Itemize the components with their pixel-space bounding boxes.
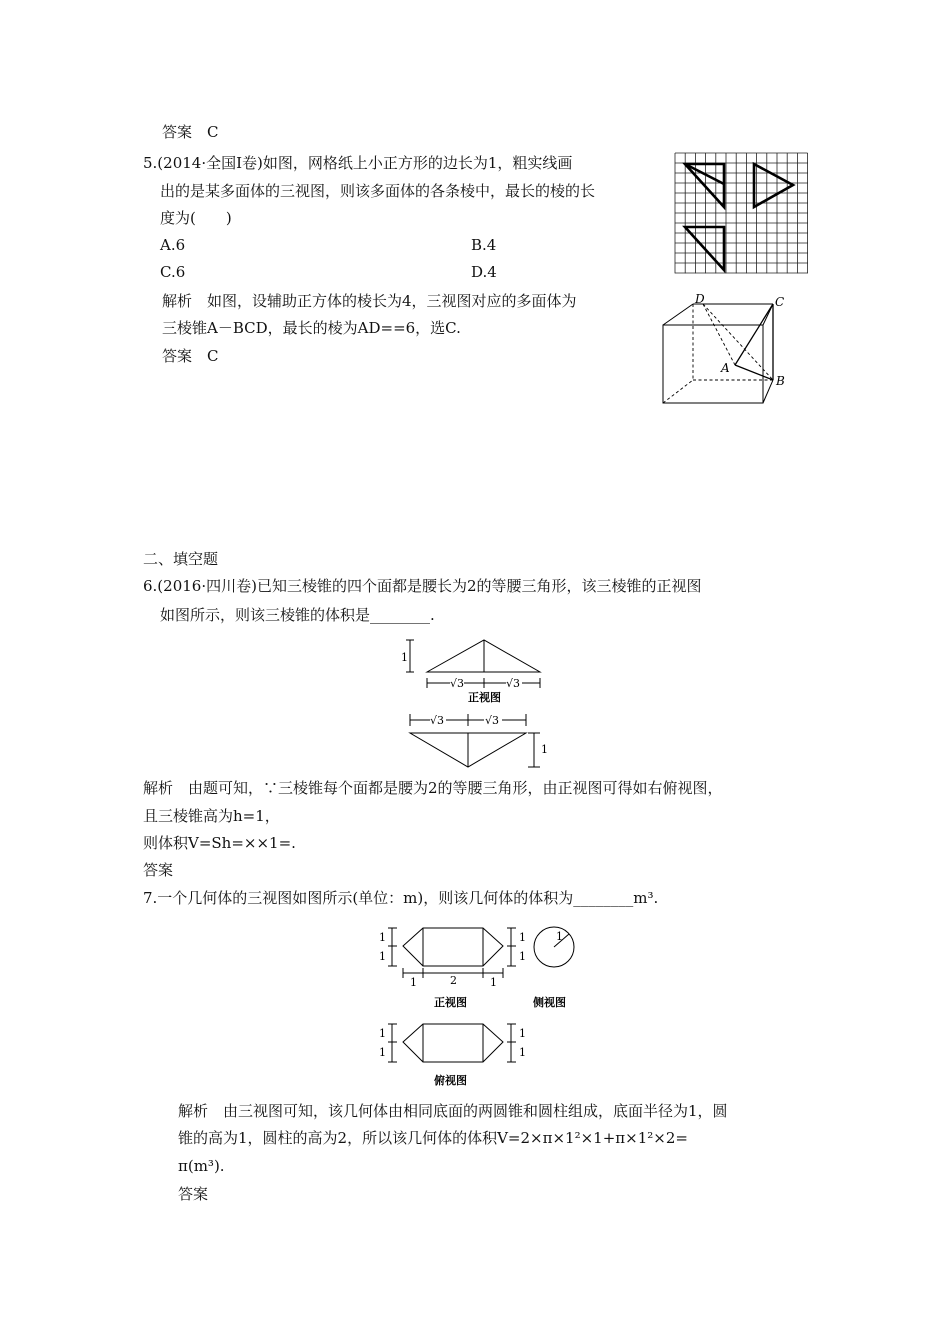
q7-answer: 答案 bbox=[178, 1185, 209, 1203]
q7-front-dim-bottom-right: 1 bbox=[490, 976, 497, 989]
q4-answer: 答案 C bbox=[162, 123, 219, 141]
q7-stem: 7.一个几何体的三视图如图所示(单位：m)，则该几何体的体积为________m³. bbox=[143, 889, 659, 907]
q5-option-a: A.6 bbox=[160, 236, 186, 254]
q7-analysis-line2: 锥的高为1，圆柱的高为2，所以该几何体的体积V=2×π×1²×1+π×1²×2= bbox=[178, 1129, 688, 1147]
q6-top-width-left-label: √3 bbox=[430, 714, 445, 727]
q7-front-dim-bottom-middle: 2 bbox=[450, 974, 457, 987]
q7-top-dim-left-bottom: 1 bbox=[379, 1046, 386, 1059]
q7-front-dim-right-top: 1 bbox=[519, 931, 526, 944]
q7-analysis-line1: 解析 由三视图可知，该几何体由相同底面的两圆锥和圆柱组成，底面半径为1，圆 bbox=[178, 1102, 728, 1120]
q5-top-view-triangle bbox=[685, 227, 724, 270]
q6-stem-line2: 如图所示，则该三棱锥的体积是________. bbox=[160, 606, 435, 624]
q7-front-view-caption: 正视图 bbox=[434, 996, 467, 1009]
q6-analysis-line3: 则体积V=Sh=××1=. bbox=[143, 834, 296, 852]
q5-stem-line1: 5.(2014·全国Ⅰ卷)如图，网格纸上小正方形的边长为1，粗实线画 bbox=[143, 154, 573, 172]
section-title: 二、填空题 bbox=[143, 550, 219, 568]
q6-analysis-line2: 且三棱锥高为h=1， bbox=[143, 807, 280, 825]
q6-front-height-label: 1 bbox=[401, 651, 408, 664]
q5-three-view-grid-figure bbox=[674, 152, 808, 274]
q7-top-dim-left-top: 1 bbox=[379, 1027, 386, 1040]
q7-front-dim-left-bottom: 1 bbox=[379, 950, 386, 963]
q7-side-radius-label: 1 bbox=[556, 930, 563, 943]
q5-answer: 答案 C bbox=[162, 347, 219, 365]
cube-label-b: B bbox=[776, 374, 785, 388]
q7-top-dim-right-top: 1 bbox=[519, 1027, 526, 1040]
q6-front-and-top-view-figure bbox=[400, 632, 550, 772]
q5-analysis-line1: 解析 如图，设辅助正方体的棱长为4，三视图对应的多面体为 bbox=[162, 292, 577, 310]
q7-top-view-caption: 俯视图 bbox=[434, 1074, 467, 1087]
q5-option-c: C.6 bbox=[160, 263, 186, 281]
q6-stem-line1: 6.(2016·四川卷)已知三棱锥的四个面都是腰长为2的等腰三角形，该三棱锥的正视图 bbox=[143, 577, 702, 595]
q7-three-view-figure bbox=[370, 922, 590, 1092]
q5-option-d: D.4 bbox=[471, 263, 497, 281]
q7-side-view-caption: 侧视图 bbox=[533, 996, 566, 1009]
q7-analysis-line3: π(m³). bbox=[178, 1157, 225, 1175]
q6-analysis-line1: 解析 由题可知，∵三棱锥每个面都是腰为2的等腰三角形，由正视图可得如右俯视图， bbox=[143, 779, 723, 797]
q5-option-b: B.4 bbox=[471, 236, 497, 254]
q7-front-dim-left-top: 1 bbox=[379, 931, 386, 944]
q5-analysis-line2: 三棱锥A－BCD，最长的棱为AD==6，选C. bbox=[162, 319, 461, 337]
q6-top-width-right-label: √3 bbox=[485, 714, 500, 727]
q7-top-dim-right-bottom: 1 bbox=[519, 1046, 526, 1059]
q7-front-dim-bottom-left: 1 bbox=[410, 976, 417, 989]
q5-front-view-triangle bbox=[685, 164, 724, 207]
q6-top-height-label: 1 bbox=[541, 743, 548, 756]
q6-front-width-left-label: √3 bbox=[450, 677, 465, 690]
q6-answer: 答案 bbox=[143, 861, 174, 879]
q5-stem-line2: 出的是某多面体的三视图，则该多面体的各条棱中，最长的棱的长 bbox=[160, 182, 596, 200]
cube-label-a: A bbox=[721, 361, 730, 375]
q6-front-view-caption: 正视图 bbox=[468, 691, 501, 704]
q5-cube-figure bbox=[655, 292, 790, 407]
cube-label-c: C bbox=[775, 295, 785, 309]
q7-front-dim-right-bottom: 1 bbox=[519, 950, 526, 963]
q6-front-width-right-label: √3 bbox=[506, 677, 521, 690]
q5-stem-line3: 度为( ) bbox=[160, 209, 232, 227]
cube-label-d: D bbox=[695, 292, 705, 306]
